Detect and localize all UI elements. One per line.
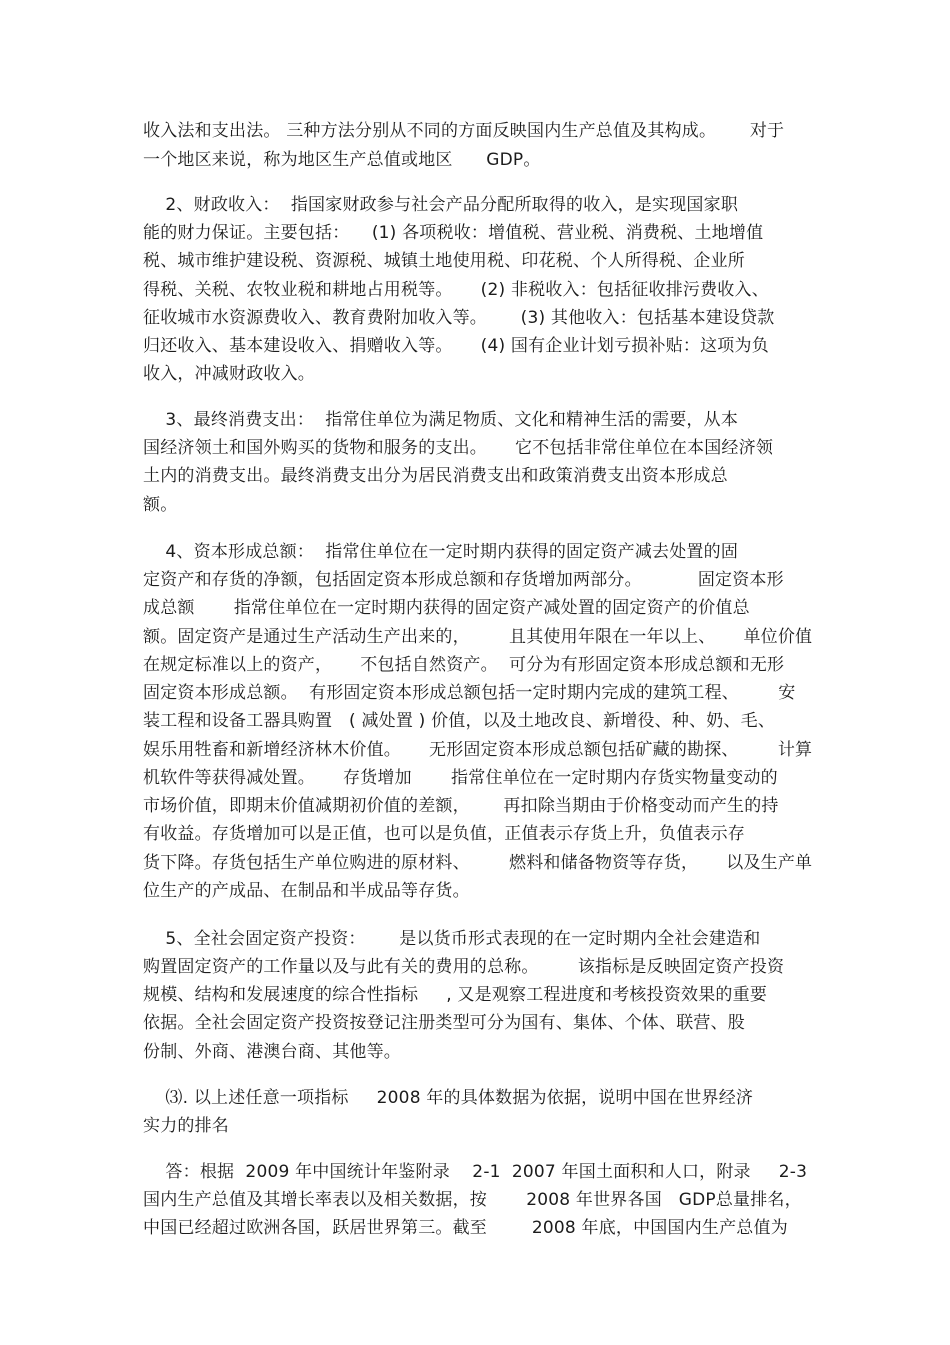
text-line: 购置固定资产的工作量以及与此有关的费用的总称。 该指标是反映固定资产投资 — [143, 957, 785, 977]
text-line: 规模、结构和发展速度的综合性指标 , 又是观察工程进度和考核投资效果的重要 — [143, 985, 768, 1005]
text-line: ⑶. 以上述任意一项指标 2008 年的具体数据为依据，说明中国在世界经济 — [143, 1088, 754, 1108]
text-line: 4、资本形成总额： 指常住单位在一定时期内获得的固定资产减去处置的固 — [143, 542, 739, 562]
text-line: 在规定标准以上的资产， 不包括自然资产。 可分为有形固定资本形成总额和无形 — [143, 655, 785, 675]
text-line: 份制、外商、港澳台商、其他等。 — [143, 1042, 401, 1062]
text-line: 征收城市水资源费收入、教育费附加收入等。 (3) 其他收入：包括基本建设贷款 — [143, 308, 775, 328]
text-line: 位生产的产成品、在制品和半成品等存货。 — [143, 881, 470, 901]
text-line: 额。固定资产是通过生产活动生产出来的， 且其使用年限在一年以上、 单位价值 — [143, 627, 813, 647]
text-line: 得税、关税、农牧业税和耕地占用税等。 (2) 非税收入：包括征收排污费收入、 — [143, 280, 769, 300]
text-line: 定资产和存货的净额，包括固定资本形成总额和存货增加两部分。 固定资本形 — [143, 570, 784, 590]
text-line: 中国已经超过欧洲各国，跃居世界第三。截至 2008 年底，中国国内生产总值为 — [143, 1218, 788, 1238]
text-line: 国经济领土和国外购买的货物和服务的支出。 它不包括非常住单位在本国经济领 — [143, 438, 774, 458]
text-line: 额。 — [143, 495, 178, 515]
text-line: 有收益。存货增加可以是正值，也可以是负值，正值表示存货上升，负值表示存 — [143, 824, 745, 844]
text-line: 依据。全社会固定资产投资按登记注册类型可分为国有、集体、个体、联营、股 — [143, 1013, 745, 1033]
text-line: 一个地区来说，称为地区生产总值或地区 GDP。 — [143, 150, 541, 170]
text-line: 收入法和支出法。 三种方法分别从不同的方面反映国内生产总值及其构成。 对于 — [143, 121, 785, 141]
text-line: 货下降。存货包括生产单位购进的原材料、 燃料和储备物资等存货， 以及生产单 — [143, 853, 813, 873]
text-line: 装工程和设备工器具购置 ( 减处置 ) 价值，以及土地改良、新增役、种、奶、毛、 — [143, 711, 776, 731]
text-line: 答：根据 2009 年中国统计年鉴附录 2-1 2007 年国土面积和人口，附录 2-3 — [143, 1162, 808, 1182]
text-line: 娱乐用牲畜和新增经济林木价值。 无形固定资本形成总额包括矿藏的勘探、 计算 — [143, 740, 813, 760]
text-line: 实力的排名 — [143, 1116, 229, 1136]
text-line: 成总额 指常住单位在一定时期内获得的固定资产减处置的固定资产的价值总 — [143, 598, 750, 618]
text-line: 市场价值，即期末价值减期初价值的差额， 再扣除当期由于价格变动而产生的持 — [143, 796, 779, 816]
text-line: 5、全社会固定资产投资： 是以货币形式表现的在一定时期内全社会建造和 — [143, 929, 761, 949]
text-line: 土内的消费支出。最终消费支出分为居民消费支出和政策消费支出资本形成总 — [143, 466, 728, 486]
text-line: 归还收入、基本建设收入、捐赠收入等。 (4) 国有企业计划亏损补贴：这项为负 — [143, 336, 769, 356]
text-line: 2、财政收入： 指国家财政参与社会产品分配所取得的收入，是实现国家职 — [143, 195, 739, 215]
text-line: 税、城市维护建设税、资源税、城镇土地使用税、印花税、个人所得税、企业所 — [143, 251, 745, 271]
text-line: 收入，冲减财政收入。 — [143, 364, 315, 384]
text-line: 能的财力保证。主要包括： (1) 各项税收：增值税、营业税、消费税、土地增值 — [143, 223, 764, 243]
text-line: 固定资本形成总额。 有形固定资本形成总额包括一定时期内完成的建筑工程、 安 — [143, 683, 796, 703]
text-line: 机软件等获得减处置。 存货增加 指常住单位在一定时期内存货实物量变动的 — [143, 768, 778, 788]
text-line: 国内生产总值及其增长率表以及相关数据，按 2008 年世界各国 GDP总量排名， — [143, 1190, 802, 1210]
text-line: 3、最终消费支出： 指常住单位为满足物质、文化和精神生活的需要，从本 — [143, 410, 739, 430]
